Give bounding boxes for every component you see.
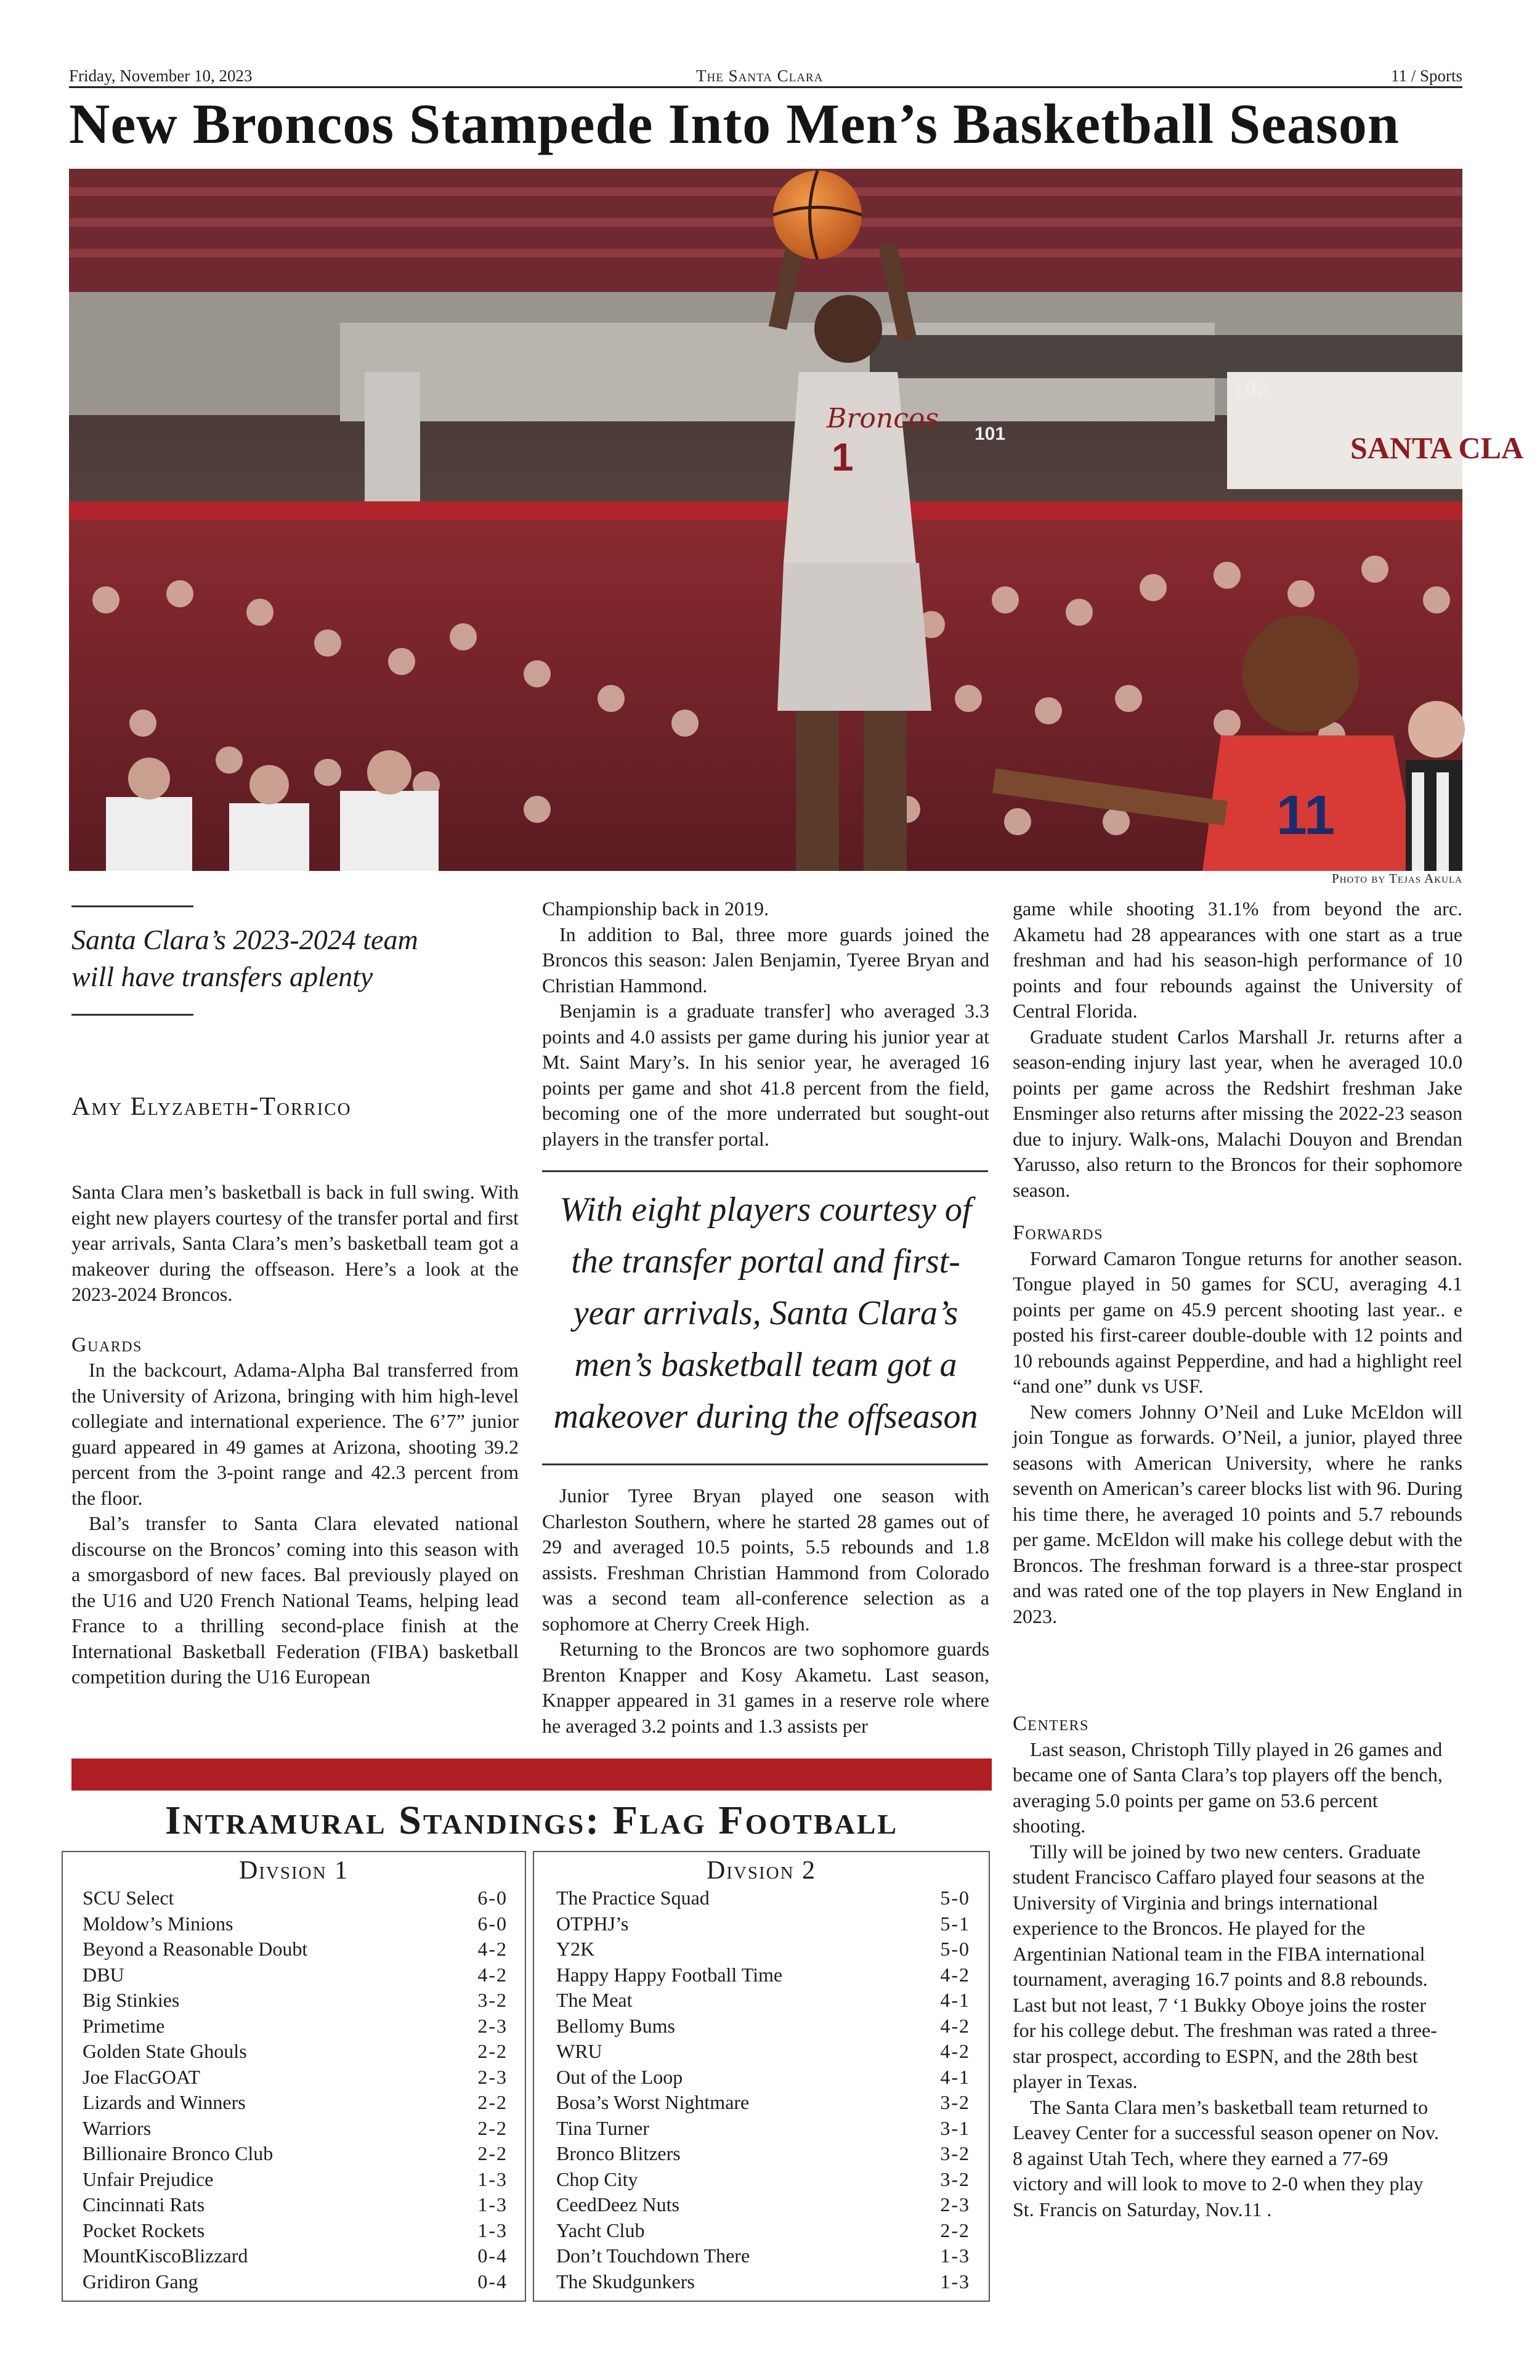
team-name: Unfair Prejudice [83,2168,214,2190]
team-record: 2-2 [477,2040,508,2062]
article-column-3 [1013,896,1462,1629]
standings-row [556,2269,970,2295]
standings-row [83,2090,508,2116]
team-record: 3-1 [940,2116,970,2139]
team-name: Pocket Rockets [83,2219,205,2241]
folio-rule [69,86,1462,88]
team-name: Tina Turner [556,2116,649,2139]
team-name: DBU [83,1963,124,1986]
team-record: 4-2 [940,2040,970,2062]
team-record: 0-4 [477,2270,508,2293]
standings-row [556,2192,970,2218]
team-name: Bosa’s Worst Nightmare [556,2091,750,2113]
standings-title: Intramural Standings: Flag Football [164,1798,899,1843]
team-record: 3-2 [940,2091,970,2113]
paragraph: game while shooting 31.1% from beyond the arc. Akametu had 28 appearances with one start as a true freshman and had his season-high performance of 10 points and four rebounds against the University of Central Florida. [1013,897,1462,1022]
team-record: 3-2 [477,1989,508,2011]
team-name: Yacht Club [556,2219,645,2241]
standings-row [83,2116,508,2142]
team-name: Chop City [556,2168,638,2190]
section-sign: 102 [1233,378,1268,402]
team-record: 6-0 [477,1912,508,1935]
standings-row [83,2014,508,2039]
issue-date: Friday, November 10, 2023 [69,67,253,85]
standings-row [83,1885,508,1911]
byline: Amy Elyzabeth-Torrico [71,1093,352,1121]
division-2-list [534,1885,989,2294]
team-name: Billionaire Bronco Club [83,2142,274,2164]
team-record: 4-2 [940,2014,970,2037]
standings-row [83,2141,508,2167]
team-record: 4-1 [940,2065,970,2088]
defender-number: 11 [1276,785,1335,846]
standings-row [556,2141,970,2167]
team-record: 1-3 [477,2193,508,2216]
team-name: Beyond a Reasonable Doubt [83,1938,308,1960]
team-name: Lizards and Winners [83,2091,246,2113]
team-record: 2-3 [477,2065,508,2088]
paragraph: Championship back in 2019. [542,897,769,920]
standings-row [556,2065,970,2091]
team-record: 2-3 [477,2014,508,2037]
team-name: Moldow’s Minions [83,1912,233,1935]
team-record: 2-2 [940,2219,970,2241]
pullquote-rule-top [542,1170,988,1172]
paragraph: Forward Camaron Tongue returns for another season. Tongue played in 50 games for SCU, averaging 4.1 points per game on 45.9 percent shooting last year.. e posted his first-career double-double with 12 points and 10 rebounds against Pepperdine, and had a highlight reel “and one” dunk vs USF. [1013,1247,1462,1397]
team-name: The Meat [556,1989,633,2011]
team-name: Y2K [556,1938,595,1960]
page-section: 11 / Sports [1390,67,1462,85]
team-record: 2-3 [940,2193,970,2216]
standings-row [556,2218,970,2244]
standings-row [556,2090,970,2116]
standings-row [556,2243,970,2269]
team-record: 5-1 [940,1912,970,1935]
shooter-script: Broncos [827,403,939,434]
paragraph: Last season, Christoph Tilly played in 26 games and became one of Santa Clara’s top players off the bench, averaging 5.0 points per game on 53.6 percent shooting. [1013,1738,1443,1837]
section-head-forwards: Forwards [1013,1221,1103,1244]
team-name: Bellomy Bums [556,2014,675,2037]
article-column-3-lower [1013,1711,1444,2222]
standings-row [556,2167,970,2193]
standings-row [556,1885,970,1911]
team-record: 2-2 [477,2116,508,2139]
standings-row [556,2014,970,2039]
division-1-list [63,1885,525,2294]
paragraph: Tilly will be joined by two new centers. Graduate student Francisco Caffaro played four seasons at the University of Virginia and brings international experience to the Broncos. He played for the Argentinian National team in the FIBA international tournament, averaging 16.7 points and 8.8 rebounds. Last but not least, 7 ‘1 Bukky Oboye joins the roster for his college debut. The freshman was rated a three-star prospect, according to ESPN, and the 28th best player in Texas. [1013,1840,1437,2092]
standings-row [556,1937,970,1962]
paragraph: New comers Johnny O’Neil and Luke McEldon will join Tongue as forwards. O’Neil, a junior, played three seasons with American University, where he ranks seventh on American’s career blocks list with 96. During his time there, he averaged 10 points and 5.7 rebounds per game. McEldon will make his college debut with the Broncos. The freshman forward is a three-star prospect and was rated one of the top players in New England in 2023. [1013,1400,1462,1627]
division-2-title: Divsion 2 [706,1856,817,1885]
section-head-centers: Centers [1013,1712,1089,1735]
team-name: Don’t Touchdown There [556,2244,750,2267]
team-name: The Practice Squad [556,1887,710,1909]
team-record: 3-2 [940,2168,970,2190]
team-record: 4-1 [940,1989,970,2011]
standings-row [556,1911,970,1937]
team-record: 5-0 [940,1887,970,1909]
dek-rule-top [71,905,193,907]
paragraph: Junior Tyree Bryan played one season with Charleston Southern, where he started 28 games out of 29 and averaged 10.5 points, 5.5 rebounds and 1.8 assists. Freshman Christian Hammond from Colorado was a second team all-conference selection as a sophomore at Cherry Creek High. [542,1484,989,1635]
team-name: WRU [556,2040,602,2062]
team-name: CeedDeez Nuts [556,2193,679,2216]
team-name: Joe FlacGOAT [83,2065,201,2088]
team-record: 4-2 [477,1963,508,1986]
paragraph: In the backcourt, Adama-Alpha Bal transferred from the University of Arizona, bringing with him high-level collegiate and international experience. The 6’7” junior guard appeared in 49 games at Arizona, shooting 39.2 percent from the 3-point range and 42.3 percent from the floor. [71,1359,519,1509]
pull-quote: With eight players courtesy of the transfer portal and first-year arrivals, Santa Clara’s men’s basketball team got a makeover during the offseason [553,1191,978,1436]
team-name: SCU Select [83,1887,174,1909]
paragraph: Bal’s transfer to Santa Clara elevated national discourse on the Broncos’ coming into this season with a smorgasbord of new faces. Bal previously played on the U16 and U20 French National Teams, helping lead France to a thrilling second-place finish at the International Basketball Federation (FIBA) basketball competition during the U16 European [71,1512,519,1688]
team-name: Gridiron Gang [83,2270,198,2293]
standings-row [556,1988,970,2014]
standings-red-bar [71,1759,992,1791]
article-column-1 [71,1180,519,1690]
team-record: 4-2 [477,1938,508,1960]
intro-paragraph: Santa Clara men’s basketball is back in full swing. With eight new players courtesy of the transfer portal and first year arrivals, Santa Clara’s men’s basketball team got a makeover during the offseason. Here’s a look at the 2023-2024 Broncos. [71,1181,519,1305]
team-record: 3-2 [940,2142,970,2164]
standings-row [83,2039,508,2065]
standings-row [83,2065,508,2091]
paragraph: In addition to Bal, three more guards joined the Broncos this season: Jalen Benjamin, Tyeree Bryan and Christian Hammond. [542,923,989,997]
standings-row [83,1937,508,1962]
standings-row [83,1911,508,1937]
team-record: 1-3 [477,2219,508,2241]
division-1-title: Divsion 1 [238,1856,349,1885]
shooter-number: 1 [832,435,854,479]
team-name: Happy Happy Football Time [556,1963,783,1986]
standings-row [83,2218,508,2244]
division-1-box [62,1851,526,2302]
section-head-guards: Guards [71,1333,142,1356]
team-name: Primetime [83,2014,165,2037]
team-name: Warriors [83,2116,152,2139]
paragraph: Benjamin is a graduate transfer] who averaged 3.3 points and 4.0 assists per game during his junior year at Mt. Saint Mary’s. In his senior year, he averaged 16 points per game and shot 41.8 percent from the field, becoming one of the more underrated but sought-out players in the transfer portal. [542,1000,989,1150]
standings-row [556,2116,970,2142]
photo-credit: Photo by Tejas Akula [1332,871,1462,886]
dek-rule-bottom [71,1014,193,1016]
division-2-box [533,1851,990,2302]
arena-sign-text: SANTA CLA [1350,431,1524,465]
paper-name: The Santa Clara [696,67,824,85]
team-name: Cincinnati Rats [83,2193,205,2216]
paragraph: Returning to the Broncos are two sophomore guards Brenton Knapper and Kosy Akametu. Last season, Knapper appeared in 31 games in a reserve role where he averaged 3.2 points and 1.3 assists per [542,1638,989,1737]
standings-row [83,1962,508,1988]
feature-photo [69,169,1524,871]
team-record: 1-3 [940,2270,970,2293]
paragraph: The Santa Clara men’s basketball team returned to Leavey Center for a successful season opener on Nov. 8 against Utah Tech, where they earned a 77-69 victory and will look to move to 2-0 when they play St. Francis on Saturday, Nov.11 . [1013,2095,1439,2220]
dek: Santa Clara’s 2023-2024 team will have transfers aplenty [71,924,418,992]
standings-row [83,1988,508,2014]
team-name: Big Stinkies [83,1989,180,2011]
standings-row [83,2269,508,2295]
headline: New Broncos Stampede Into Men’s Basketball Season [69,92,1400,155]
team-name: The Skudgunkers [556,2270,695,2293]
team-name: Golden State Ghouls [83,2040,247,2062]
team-name: Out of the Loop [556,2065,683,2088]
team-record: 1-3 [477,2168,508,2190]
team-name: MountKiscoBlizzard [83,2244,248,2267]
team-record: 5-0 [940,1938,970,1960]
team-record: 2-2 [477,2091,508,2113]
team-name: OTPHJ’s [556,1912,629,1935]
standings-row [83,2243,508,2269]
team-record: 6-0 [477,1887,508,1909]
team-record: 4-2 [940,1963,970,1986]
standings-row [556,1962,970,1988]
team-name: Bronco Blitzers [556,2142,681,2164]
team-record: 1-3 [940,2244,970,2267]
article-column-2 [542,896,989,1152]
team-record: 2-2 [477,2142,508,2164]
pullquote-rule-bottom [542,1463,988,1465]
article-column-2-lower [542,1483,989,1739]
team-record: 0-4 [477,2244,508,2267]
section-sign-2: 101 [975,424,1006,444]
standings-row [556,2039,970,2065]
paragraph: Graduate student Carlos Marshall Jr. returns after a season-ending injury last year, when he averaged 10.0 points per game across the Redshirt freshman Jake Ensminger also returns after missing the 2022-23 season due to injury. Walk-ons, Malachi Douyon and Brendan Yarusso, also return to the Broncos for their sophomore season. [1013,1025,1462,1201]
standings-row [83,2167,508,2193]
standings-row [83,2192,508,2218]
basketball [773,171,862,259]
